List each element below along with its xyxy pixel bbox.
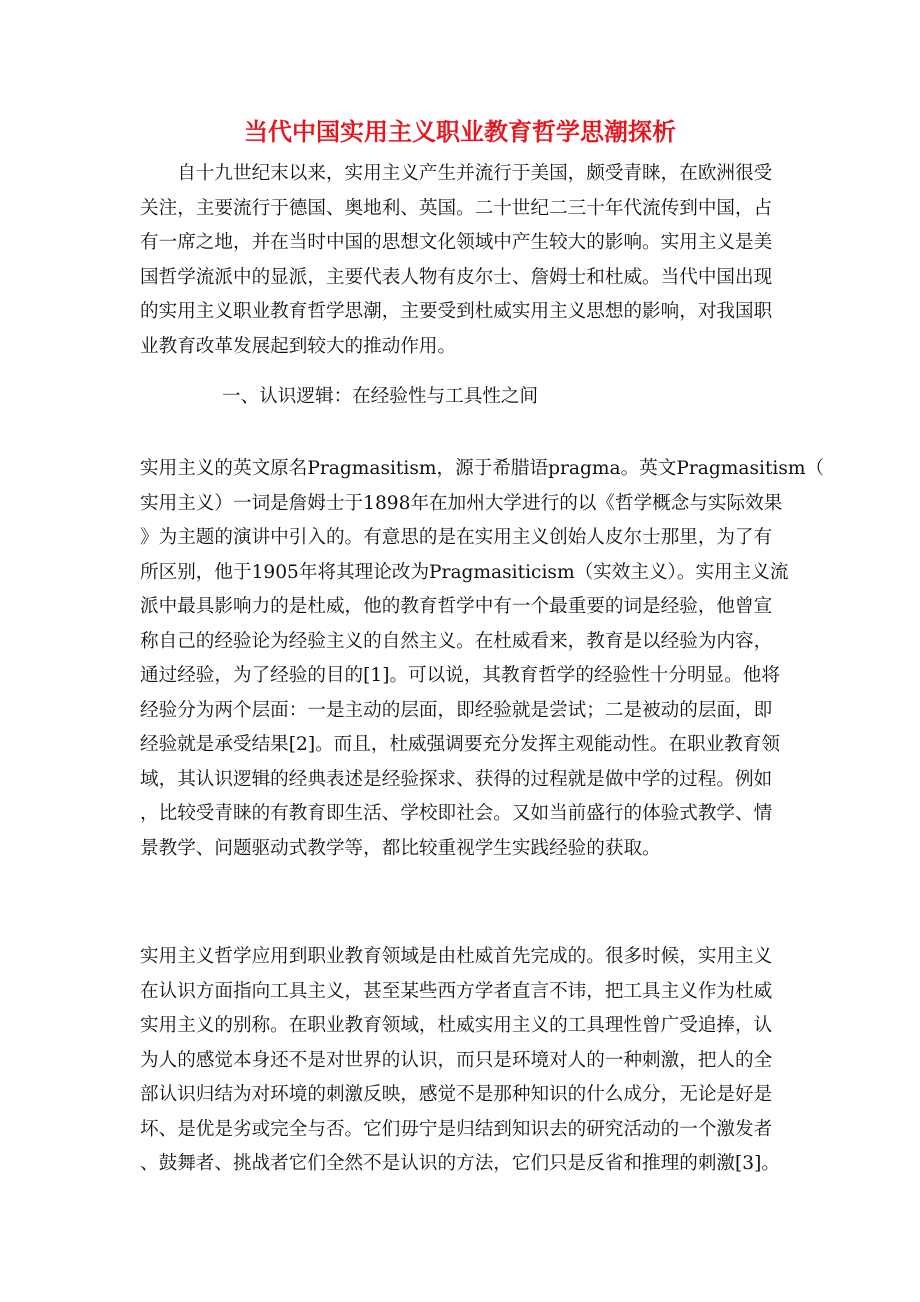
paragraph-1 [140,452,825,866]
paragraph-line: 在认识方面指向工具主义，甚至某些西方学者直言不讳，把工具主义作为杜威 [140,980,773,1002]
paragraph-line: 景教学、问题驱动式教学等，都比较重视学生实践经验的获取。 [140,837,661,859]
intro-line: 国哲学流派中的显派，主要代表人物有皮尔士、詹姆士和杜威。当代中国出现 [140,266,773,288]
paragraph-line: 所区别，他于1905年将其理论改为Pragmasiticism（实效主义）。实用主义流 [140,561,789,583]
intro-line: 的实用主义职业教育哲学思潮，主要受到杜威实用主义思想的影响，对我国职 [140,301,773,322]
paragraph-line: 经验分为两个层面：一是主动的层面，即经验就是尝试；二是被动的层面，即 [140,699,773,721]
paragraph-line: 实用主义哲学应用到职业教育领域是由杜威首先完成的。很多时候，实用主义 [140,946,773,967]
paragraph-line: 为人的感觉本身还不是对世界的认识，而只是环境对人的一种刺激，把人的全 [140,1049,773,1071]
paragraph-line: 》为主题的演讲中引入的。有意思的是在实用主义创始人皮尔士那里，为了有 [140,527,773,548]
paragraph-line: 坏、是优是劣或完全与否。它们毋宁是归结到知识去的研究活动的一个激发者 [140,1118,773,1140]
paragraph-line: 经验就是承受结果[2]。而且，杜威强调要充分发挥主观能动性。在职业教育领 [140,734,780,755]
paragraph-line: ，比较受青睐的有教育即生活、学校即社会。又如当前盛行的体验式教学、情 [140,803,773,824]
paragraph-line: 实用主义的别称。在职业教育领域，杜威实用主义的工具理性曾广受追捧，认 [140,1015,773,1036]
paragraph-line: 、鼓舞者、挑战者它们全然不是认识的方法，它们只是反省和推理的刺激[3]。 [140,1153,780,1174]
paragraph-2 [140,940,780,1182]
paragraph-line: 通过经验，为了经验的目的[1]。可以说，其教育哲学的经验性十分明显。他将 [140,665,780,686]
intro-paragraph [140,157,780,364]
intro-line: 关注，主要流行于德国、奥地利、英国。二十世纪二三十年代流传到中国，占 [140,197,773,219]
paragraph-line: 域，其认识逻辑的经典表述是经验探求、获得的过程就是做中学的过程。例如 [140,768,773,790]
intro-line: 自十九世纪末以来，实用主义产生并流行于美国，颇受青睐，在欧洲很受 [140,163,773,184]
paragraph-line: 实用主义的英文原名Pragmasitism，源于希腊语pragma。英文Pragmasitism（ [140,458,825,479]
paragraph-line: 称自己的经验论为经验主义的自然主义。在杜威看来，教育是以经验为内容， [140,630,773,652]
paragraph-line: 部认识归结为对环境的刺激反映，感觉不是那种知识的什么成分，无论是好是 [140,1084,773,1105]
paragraph-line: 派中最具影响力的是杜威，他的教育哲学中有一个最重要的词是经验，他曾宣 [140,596,773,617]
document-title: 当代中国实用主义职业教育哲学思潮探析 [244,118,676,146]
intro-line: 有一席之地，并在当时中国的思想文化领域中产生较大的影响。实用主义是美 [140,232,773,253]
paragraph-line: 实用主义）一词是詹姆士于1898年在加州大学进行的以《哲学概念与实际效果 [140,492,783,514]
intro-line: 业教育改革发展起到较大的推动作用。 [140,335,457,357]
section-heading: 一、认识逻辑：在经验性与工具性之间 [222,386,539,407]
